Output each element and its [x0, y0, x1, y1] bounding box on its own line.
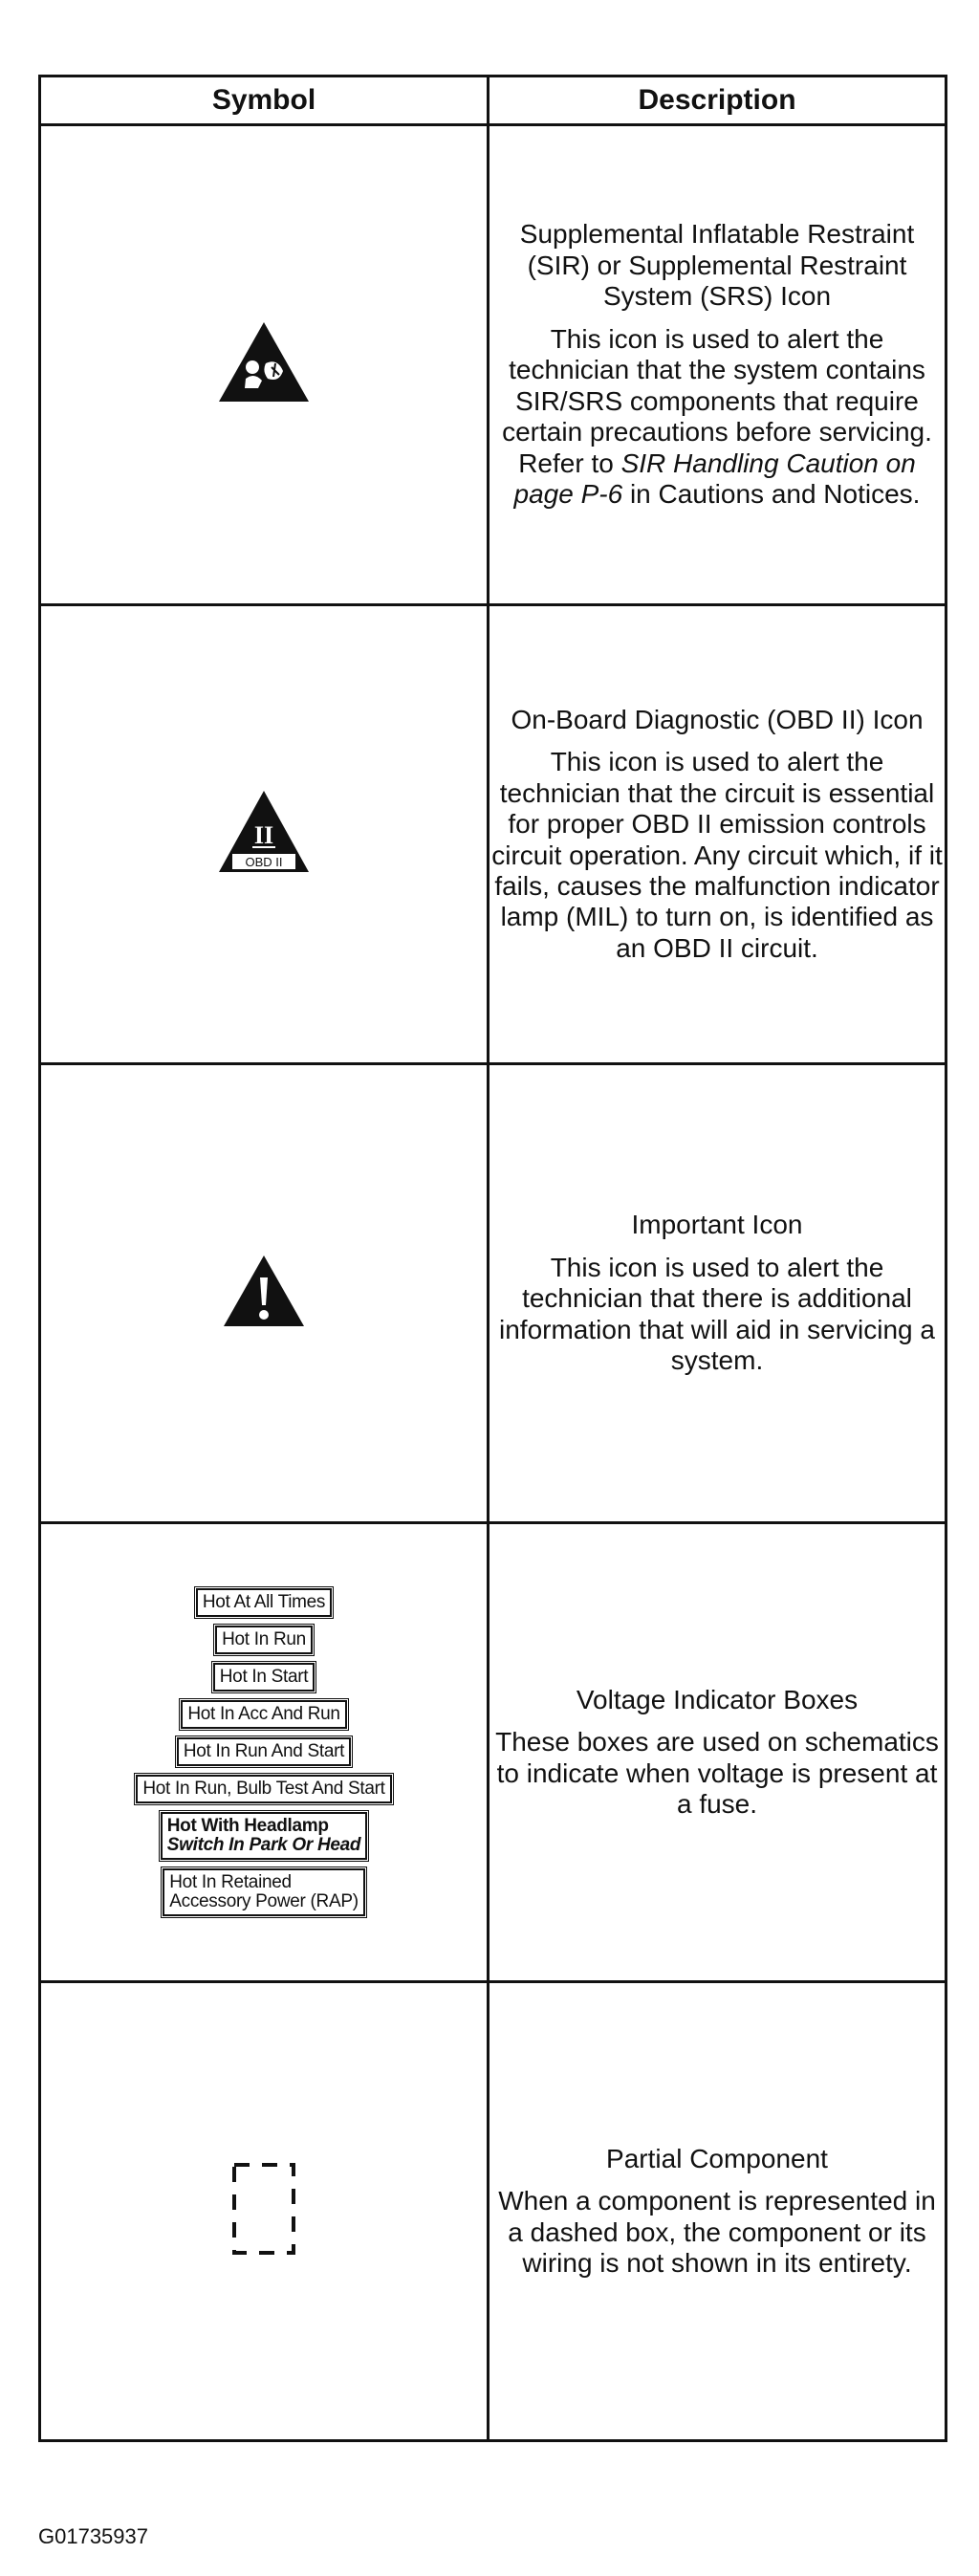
partial-component-dashed-box-icon	[230, 2161, 297, 2257]
symbol-table	[38, 75, 947, 2442]
row-body: This icon is used to alert the technician that the system contains SIR/SRS components that require certain precautions before servicing. Refer to SIR Handling Caution on page P-6 in Cautions and Notices.	[502, 323, 932, 510]
symbol-cell	[40, 1982, 489, 2441]
voltage-indicator-box: Hot In Acc And Run	[181, 1700, 346, 1729]
row-heading: Voltage Indicator Boxes	[576, 1684, 859, 1714]
symbol-cell	[40, 1523, 489, 1982]
table-row	[40, 1064, 946, 1523]
row-heading: On-Board Diagnostic (OBD II) Icon	[511, 704, 924, 734]
voltage-indicator-box-list	[41, 1588, 487, 1915]
table-row	[40, 1982, 946, 2441]
description-cell	[489, 125, 946, 605]
symbol-cell	[40, 605, 489, 1064]
description-cell	[489, 605, 946, 1064]
table-row	[40, 605, 946, 1064]
voltage-indicator-box: Hot In Retained Accessory Power (RAP)	[163, 1868, 364, 1916]
description-cell	[489, 1523, 946, 1982]
row-heading: Important Icon	[631, 1210, 803, 1240]
table-row	[40, 1523, 946, 1982]
table-header-row	[40, 76, 946, 125]
row-body: These boxes are used on schematics to indicate when voltage is present at a fuse.	[495, 1727, 939, 1819]
voltage-indicator-box: Hot In Start	[213, 1663, 315, 1692]
row-heading: Supplemental Inflatable Restraint (SIR) or Supplemental Restraint System (SRS) Icon	[519, 219, 915, 312]
voltage-indicator-box: Hot In Run	[215, 1626, 313, 1654]
voltage-indicator-box: Hot With Headlamp Switch In Park Or Head	[161, 1812, 367, 1860]
row-heading: Partial Component	[606, 2143, 828, 2173]
description-cell	[489, 1064, 946, 1523]
row-body: This icon is used to alert the technician that there is additional information that will aid in servicing a system.	[499, 1252, 935, 1376]
sir-airbag-warning-icon	[216, 319, 312, 405]
header-description: Description	[489, 76, 946, 125]
header-symbol: Symbol	[40, 76, 489, 125]
obd-icon-numeral: II	[253, 821, 274, 849]
voltage-indicator-box: Hot At All Times	[196, 1588, 332, 1617]
row-body: This icon is used to alert the technician that the circuit is essential for proper OBD II emission controls circuit operation. Any circuit which, if it fails, causes the malfunction indicator lamp (MIL) to turn on, is identified as an OBD II circuit.	[491, 747, 943, 963]
figure-id: G01735937	[38, 2524, 148, 2548]
obd-ii-warning-icon	[216, 788, 312, 876]
voltage-indicator-box: Hot In Run, Bulb Test And Start	[136, 1775, 391, 1803]
description-cell	[489, 1982, 946, 2441]
obd-icon-label: OBD II	[245, 855, 283, 869]
sir-caution-reference: SIR Handling Caution on page P-6	[513, 448, 916, 510]
table-row	[40, 125, 946, 605]
voltage-indicator-box: Hot In Run And Start	[177, 1737, 351, 1766]
important-warning-icon	[221, 1253, 307, 1329]
row-body: When a component is represented in a dashed box, the component or its wiring is not shown in its entirety.	[498, 2186, 936, 2278]
symbol-cell	[40, 1064, 489, 1523]
symbol-cell	[40, 125, 489, 605]
